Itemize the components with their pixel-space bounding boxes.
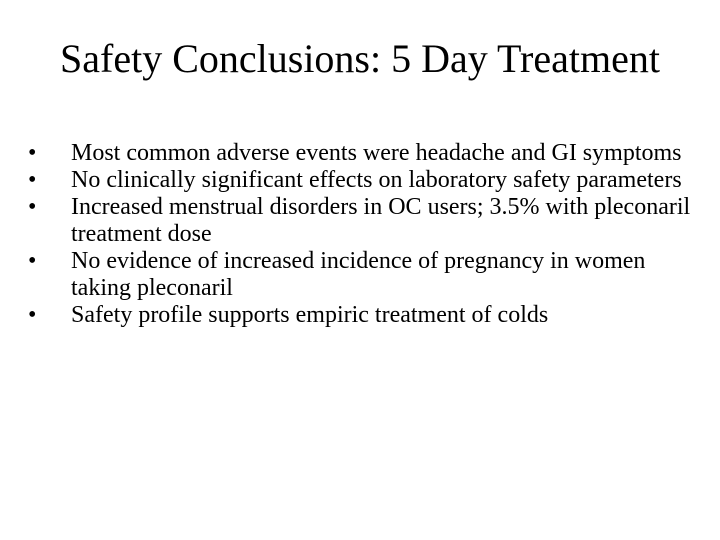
bullet-list [28,140,700,329]
slide-title: Safety Conclusions: 5 Day Treatment [60,36,660,81]
bullet-dot-icon: • [28,167,37,193]
bullet-dot-icon: • [28,248,37,274]
bullet-item [28,167,700,194]
bullet-item [28,302,700,329]
bullet-text: Safety profile supports empiric treatment of colds [71,302,549,328]
bullet-text: No clinically significant effects on laboratory safety parameters [71,167,682,193]
bullet-item [28,194,700,248]
bullet-dot-icon: • [28,194,37,220]
bullet-dot-icon: • [28,302,37,328]
bullet-item [28,140,700,167]
bullet-text: Most common adverse events were headache and GI symptoms [71,140,682,166]
bullet-dot-icon: • [28,140,37,166]
bullet-text: Increased menstrual disorders in OC users; 3.5% with pleconaril treatment dose [71,194,691,247]
bullet-text: No evidence of increased incidence of pregnancy in women taking pleconaril [71,248,646,301]
bullet-item [28,248,700,302]
